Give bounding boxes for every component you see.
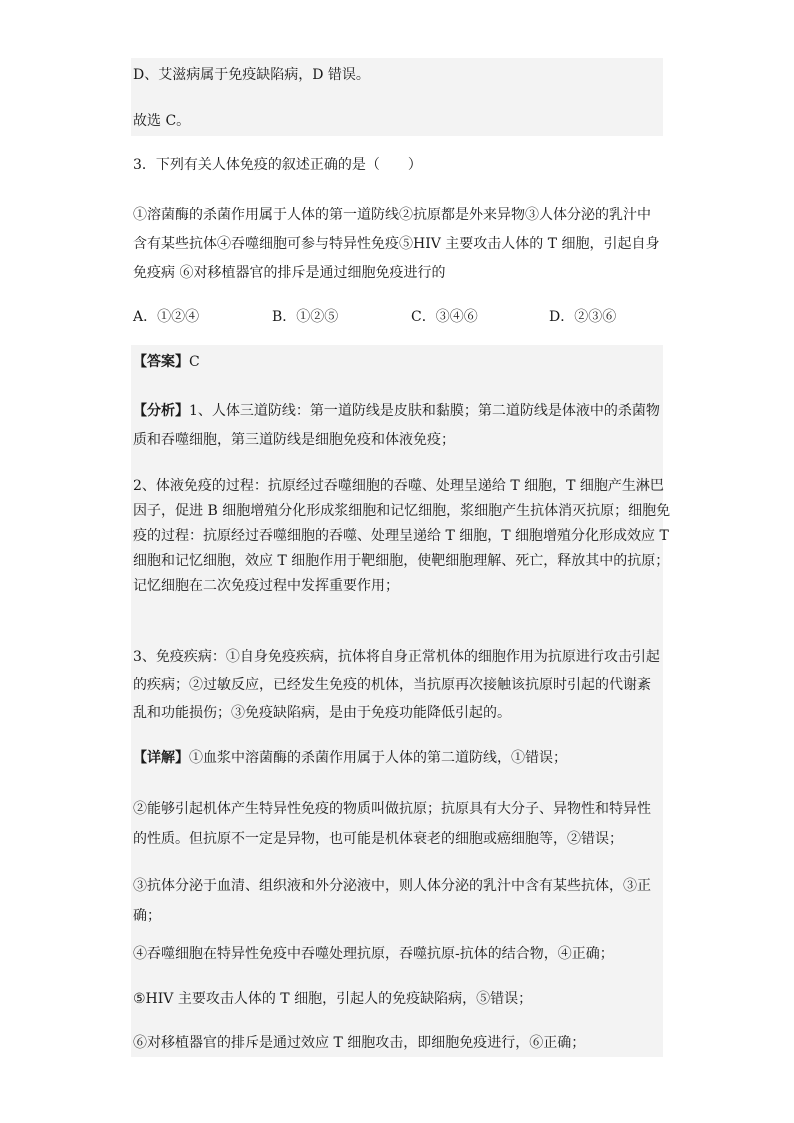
prev-option-d-explanation: D、艾滋病属于免疫缺陷病，D 错误。 (133, 67, 370, 83)
detail-paragraph-5: ⑤HIV 主要攻击人体的 T 细胞，引起人的免疫缺陷病，⑤错误； (133, 991, 533, 1007)
detail-paragraph-2: ②能够引起机体产生特异性免疫的物质叫做抗原；抗原具有大分子、异物性和特异性 的性质。但抗原不一定是异物，也可能是机体衰老的细胞或癌细胞等，②错误； (133, 801, 651, 847)
answer-tag: 【答案】 (133, 354, 189, 370)
analysis-paragraph-2: 2、体液免疫的过程：抗原经过吞噬细胞的吞噬、处理呈递给 T 细胞，T 细胞产生淋巴 因子，促进 B 细胞增殖分化形成浆细胞和记忆细胞，浆细胞产生抗体消灭抗原；细胞免 疫的过程：抗原经过吞噬细胞的吞噬、处理呈递给 T 细胞，T 细胞增殖分化形成效应 T 细胞和记忆细胞，效应 T 细胞作用于靶细胞，使靶细胞理解、死亡，释放其中的抗原； 记忆细胞在二次免疫过程中发挥重要作用； (133, 478, 671, 594)
answer-line (131, 353, 663, 371)
question-options (131, 308, 663, 326)
detail-paragraph-1: 【详解】①血浆中溶菌酶的杀菌作用属于人体的第二道防线，①错误； (133, 750, 567, 766)
analysis-paragraph-1: 【分析】1、人体三道防线：第一道防线是皮肤和黏膜；第二道防线是体液中的杀菌物 质和吞噬细胞，第三道防线是细胞免疫和体液免疫； (133, 403, 660, 448)
option-c: C．③④⑥ (411, 309, 478, 325)
detail-paragraph-4: ④吞噬细胞在特异性免疫中吞噬处理抗原，吞噬抗原-抗体的结合物，④正确； (133, 946, 614, 962)
statement-line: 含有某些抗体④吞噬细胞可参与特异性免疫⑤HIV 主要攻击人体的 T 细胞，引起自身 (133, 236, 660, 252)
answer-value: C (189, 354, 200, 370)
statement-line: 免疫病 ⑥对移植器官的排斥是通过细胞免疫进行的 (133, 265, 446, 281)
statement-line: ①溶菌酶的杀菌作用属于人体的第一道防线②抗原都是外来异物③人体分泌的乳汁中 (133, 207, 651, 223)
question-stem: 3．下列有关人体免疫的叙述正确的是（ ） (133, 157, 422, 173)
detail-paragraph-3: ③抗体分泌于血清、组织液和外分泌液中，则人体分泌的乳汁中含有某些抗体，③正 确； (133, 878, 651, 924)
prev-choose-answer: 故选 C。 (133, 113, 191, 129)
detail-tag: 【详解】 (133, 750, 189, 766)
detail-paragraph-6: ⑥对移植器官的排斥是通过效应 T 细胞攻击，即细胞免疫进行，⑥正确； (133, 1035, 586, 1051)
option-a: A．①②④ (133, 309, 200, 325)
analysis-paragraph-3: 3、免疫疾病：①自身免疫疾病，抗体将自身正常机体的细胞作用为抗原进行攻击引起 的疾病；②过敏反应，已经发生免疫的机体，当抗原再次接触该抗原时引起的代谢紊 乱和功能损伤；③免疫缺陷病，是由于免疫功能降低引起的。 (133, 649, 660, 721)
analysis-tag: 【分析】 (133, 403, 189, 419)
question-statements (131, 201, 663, 288)
option-d: D．②③⑥ (549, 309, 617, 325)
option-b: B．①②⑤ (272, 309, 339, 325)
